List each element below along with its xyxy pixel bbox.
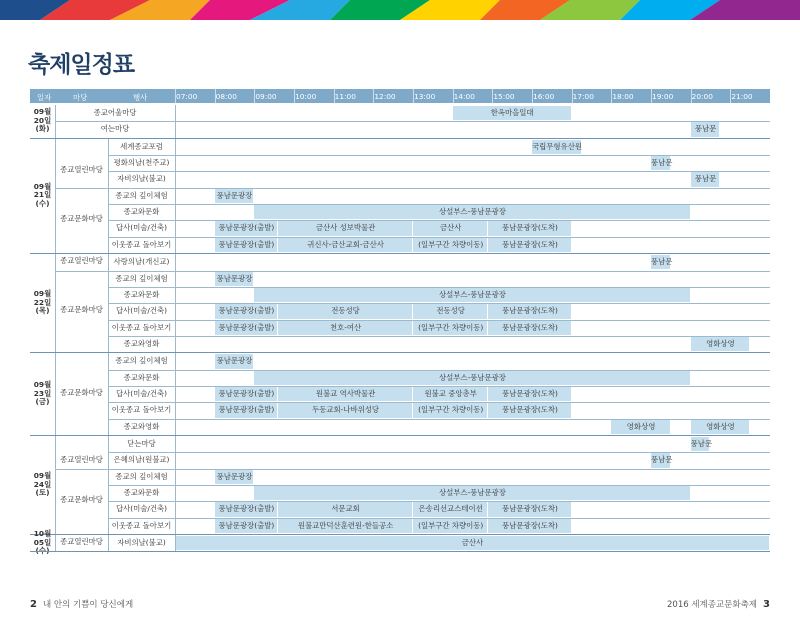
schedule-bar-label: 상설부스-풍남문광장 xyxy=(439,372,506,382)
header-time-divider xyxy=(334,89,335,103)
schedule-bar-label: 금산사 xyxy=(439,223,462,233)
header-date: 일자 xyxy=(37,93,52,102)
schedule-bar-label: (일부구간 차량이동) xyxy=(418,239,484,249)
header-time: 19:00 xyxy=(652,92,674,101)
event-column-divider xyxy=(175,139,176,253)
event-name: 종교의 깊이체험 xyxy=(115,273,168,283)
event-column-divider xyxy=(175,535,176,551)
header-time-divider xyxy=(730,89,731,103)
schedule-bar-label: (일부구간 차량이동) xyxy=(418,405,484,415)
venue-divider xyxy=(55,469,108,470)
header-time: 18:00 xyxy=(612,92,634,101)
event-name: 답사(미술/건축) xyxy=(115,388,168,398)
schedule-bar-label: 풍남문광장(출발) xyxy=(218,405,275,415)
schedule-bar-label: 풍남문광장 xyxy=(216,356,253,366)
venue-name: 종교문화마당 xyxy=(60,305,103,315)
schedule-bar-label: 금산사 xyxy=(461,538,484,548)
footer-festival-name: 2016 세계종교문화축제 xyxy=(667,600,758,610)
schedule-bar-label: 풍남문광장(출발) xyxy=(218,388,275,398)
event-column-divider xyxy=(175,436,176,534)
event-name: 답사(미술/건축) xyxy=(115,223,168,233)
venue-column-divider xyxy=(108,139,109,253)
venue-name: 종교문화마당 xyxy=(60,214,103,224)
day-divider xyxy=(30,534,770,535)
schedule-bar-label: 풍남문광장 xyxy=(216,273,253,283)
row-divider xyxy=(108,336,770,337)
header-time: 20:00 xyxy=(691,92,713,101)
row-divider xyxy=(108,155,770,156)
schedule-bar-label: 금산사 성보박물관 xyxy=(315,223,376,233)
venue-name: 종교열린마당 xyxy=(60,165,103,175)
header-time-divider xyxy=(691,89,692,103)
row-divider xyxy=(108,452,770,453)
header-time: 15:00 xyxy=(493,92,515,101)
date-column-divider xyxy=(55,105,56,138)
row-divider xyxy=(108,271,770,272)
header-time: 17:00 xyxy=(572,92,594,101)
venue-name: 종교열린마당 xyxy=(60,537,103,547)
event-name: 답사(미술/건축) xyxy=(115,306,168,316)
event-name: 종교의 깊이체험 xyxy=(115,471,168,481)
venue-name: 종교문화마당 xyxy=(60,495,103,505)
event-name: 닫는마당 xyxy=(127,439,156,448)
schedule-bar-label: 풍남문광장(출발) xyxy=(218,239,275,249)
venue-name: 종교열린마당 xyxy=(60,454,103,464)
event-name: 자비의날(불교) xyxy=(117,538,166,548)
date-column-divider xyxy=(55,436,56,534)
footer-slogan: 내 안의 기쁨이 당신에게 xyxy=(42,600,134,610)
header-time-divider xyxy=(175,89,176,103)
event-name: 이웃종교 돌아보기 xyxy=(111,239,172,249)
event-name: 종교와영화 xyxy=(123,421,160,431)
event-column-divider xyxy=(175,254,176,352)
schedule-bar-label: 풍남문광장(출발) xyxy=(218,306,275,316)
schedule-bar-label: 원불교 역사박물관 xyxy=(315,388,376,398)
date-label: 09월 21일 (수) xyxy=(33,181,52,208)
date-column-divider xyxy=(55,139,56,253)
schedule-bar-label: 풍남문 xyxy=(651,158,673,168)
header-time-divider xyxy=(254,89,255,103)
header-time: 13:00 xyxy=(414,92,436,101)
event-name: 종교와문화 xyxy=(123,372,160,382)
schedule-bar-label: 영화상영 xyxy=(706,421,735,431)
schedule-bar-label: 풍남문광장(도착) xyxy=(502,504,558,514)
header-time: 11:00 xyxy=(334,92,356,101)
header-venue: 마당 xyxy=(73,93,88,102)
event-name: 자비의날(불교) xyxy=(117,174,166,184)
schedule-bar-label: 풍남문 xyxy=(690,439,713,448)
schedule-bar-label: 두동교회-나바위성당 xyxy=(312,405,380,415)
schedule-bar-label: 풍남문광장(도착) xyxy=(502,306,558,316)
page-number-left: 2 xyxy=(30,599,37,610)
footer-right xyxy=(667,598,770,610)
schedule-bar-label: 풍남문광장(출발) xyxy=(218,322,275,332)
header-time-divider xyxy=(572,89,573,103)
row-divider xyxy=(55,121,770,122)
header-time-divider xyxy=(532,89,533,103)
header-time-divider xyxy=(215,89,216,103)
schedule-bar-label: 국립무형유산원 xyxy=(532,141,582,151)
date-label: 10월 05일 xyxy=(33,529,52,547)
date-label: 09월 24일 (토) xyxy=(33,471,52,498)
date-column-divider xyxy=(55,535,56,551)
header-time-divider xyxy=(294,89,295,103)
schedule-bar-label: 풍남문광장 xyxy=(216,471,253,481)
event-name: 여는마당 xyxy=(100,124,130,134)
event-name: 종교와문화 xyxy=(123,289,160,299)
schedule-bar-label: 전동성당 xyxy=(331,306,360,316)
event-name: 은혜의날(원불교) xyxy=(113,455,170,465)
venue-divider xyxy=(55,188,108,189)
header-time: 14:00 xyxy=(453,92,475,101)
header-event: 행사 xyxy=(133,93,148,102)
schedule-bar-label: 풍남문 xyxy=(651,455,673,465)
event-name: 종교와영화 xyxy=(123,338,160,348)
day-divider xyxy=(30,435,770,436)
schedule-bar-label: 한옥마을일대 xyxy=(490,108,534,117)
header-time-divider xyxy=(492,89,493,103)
venue-column-divider xyxy=(108,436,109,534)
date-label: 09월 20일 (화) xyxy=(33,107,52,134)
header-time-divider xyxy=(373,89,374,103)
schedule-bar-label: (일부구간 차량이동) xyxy=(418,520,484,530)
schedule-bar-label: 풍남문광장(도착) xyxy=(502,322,558,332)
event-name: 답사(미술/건축) xyxy=(115,504,168,514)
venue-divider xyxy=(55,271,108,272)
header-time-divider xyxy=(413,89,414,103)
schedule-bar-label: 풍남문광장(도착) xyxy=(502,223,558,233)
footer-left xyxy=(30,598,133,610)
row-divider xyxy=(108,419,770,420)
schedule-bar-label: 풍남문 xyxy=(694,174,717,184)
venue-column-divider xyxy=(108,353,109,435)
schedule-bar-label: (일부구간 차량이동) xyxy=(418,322,484,332)
header-time: 21:00 xyxy=(731,92,753,101)
schedule-bar-label: 서문교회 xyxy=(331,504,360,514)
header-time: 07:00 xyxy=(176,92,198,101)
schedule-bar-label: 상설부스-풍남문광장 xyxy=(439,488,506,498)
schedule-bar-label: 영화상영 xyxy=(626,421,656,431)
schedule-bar-label: 영화상영 xyxy=(706,338,735,348)
schedule-bar-label: 풍남문 xyxy=(651,257,673,267)
page-number-right: 3 xyxy=(763,599,770,610)
date-column-divider xyxy=(55,254,56,352)
date-column-divider xyxy=(55,353,56,435)
event-name: 종교와문화 xyxy=(123,207,160,217)
venue-name: 종교열린마당 xyxy=(60,256,103,266)
day-divider xyxy=(30,253,770,254)
day-divider xyxy=(30,352,770,353)
schedule-bar-label: 원불교 중앙총부 xyxy=(424,388,477,398)
header-time-divider xyxy=(611,89,612,103)
event-name: 종교와문화 xyxy=(123,488,160,498)
schedule-bar-label: 풍남문광장(도착) xyxy=(502,520,558,530)
event-name: 이웃종교 돌아보기 xyxy=(111,520,172,530)
schedule-bar-label: 귀신사-금산교회-금산사 xyxy=(307,239,384,249)
header-time: 09:00 xyxy=(255,92,277,101)
event-name: 평화의날(천주교) xyxy=(113,158,170,168)
venue-column-divider xyxy=(108,535,109,551)
schedule-bar-label: 풍남문광장(도착) xyxy=(502,405,558,415)
page-title: 축제일정표 xyxy=(28,52,135,78)
date-label: 09월 23일 (금) xyxy=(33,380,52,407)
event-name: 이웃종교 돌아보기 xyxy=(111,405,172,415)
header-time-divider xyxy=(651,89,652,103)
header-time: 08:00 xyxy=(215,92,237,101)
header-time: 10:00 xyxy=(295,92,317,101)
schedule-bar-label: 풍남문광장(출발) xyxy=(218,223,275,233)
event-name: 종교어울마당 xyxy=(93,108,137,117)
schedule-bar-label: 풍남문광장(도착) xyxy=(502,239,558,249)
day-divider xyxy=(30,551,770,552)
header-time-divider xyxy=(453,89,454,103)
event-column-divider xyxy=(175,105,176,138)
schedule-bar-label: 풍남문 xyxy=(694,124,717,134)
schedule-bar-label: 풍남문광장(출발) xyxy=(218,520,275,530)
schedule-bar-label: 상설부스-풍남문광장 xyxy=(439,207,506,217)
schedule-bar-label: 풍남문광장(도착) xyxy=(502,388,558,398)
event-name: 이웃종교 돌아보기 xyxy=(111,322,172,332)
event-name: 종교의 깊이체험 xyxy=(115,190,168,200)
header-time: 12:00 xyxy=(374,92,396,101)
row-divider xyxy=(108,469,770,470)
schedule-bar-label: 상설부스-풍남문광장 xyxy=(439,289,506,299)
schedule-bar-label: 풍남문광장(출발) xyxy=(218,504,275,514)
schedule-bar-label: 은송리선교스테이션 xyxy=(418,504,483,514)
event-name: 종교의 깊이체험 xyxy=(115,356,168,366)
schedule-bar-label: 천호-여산 xyxy=(329,322,362,332)
venue-column-divider xyxy=(108,254,109,352)
venue-name: 종교문화마당 xyxy=(60,388,103,398)
schedule-bar-label: 전동성당 xyxy=(436,306,465,316)
schedule-bar-label: 원불교만덕산훈련원-한들공소 xyxy=(297,520,394,530)
header-time: 16:00 xyxy=(533,92,555,101)
event-column-divider xyxy=(175,353,176,435)
row-divider xyxy=(108,188,770,189)
event-name: 세계종교포럼 xyxy=(120,141,163,151)
event-name: 사랑의날(개신교) xyxy=(113,257,170,267)
row-divider xyxy=(108,171,770,172)
day-divider xyxy=(30,138,770,139)
date-label: 09월 22일 (목) xyxy=(33,289,52,316)
schedule-bar-label: 풍남문광장 xyxy=(216,190,253,200)
